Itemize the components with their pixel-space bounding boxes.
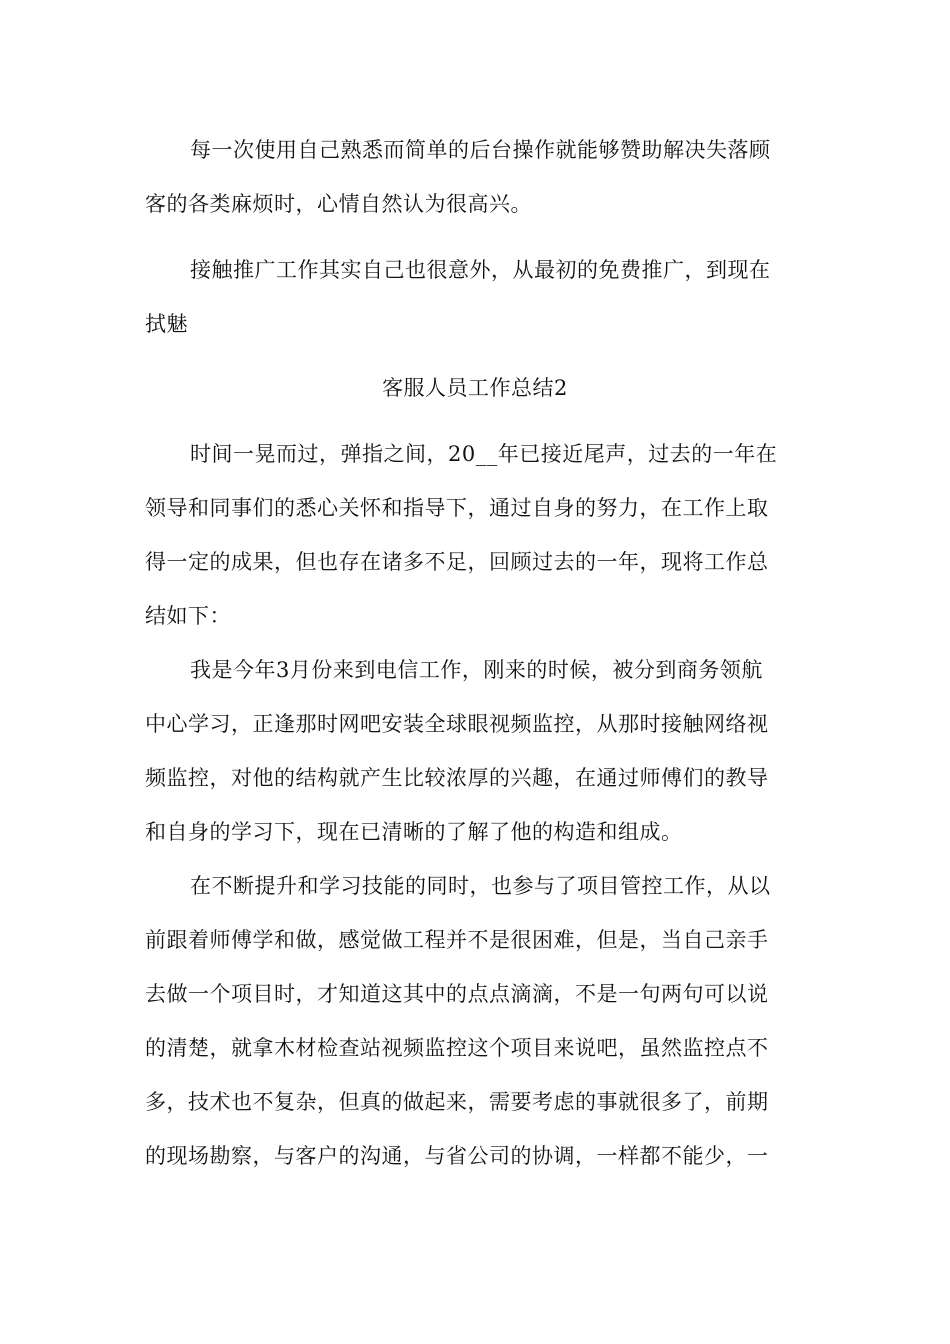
paragraph-3-line-4: 结如下： xyxy=(145,604,231,628)
paragraph-4-line-4: 和自身的学习下，现在已清晰的了解了他的构造和组成。 xyxy=(145,820,683,844)
paragraph-3-line-3: 得一定的成果，但也存在诸多不足，回顾过去的一年，现将工作总 xyxy=(145,550,769,574)
paragraph-3-line-2: 领导和同事们的悉心关怀和指导下，通过自身的努力，在工作上取 xyxy=(145,496,769,520)
paragraph-3-line-1: 时间一晃而过，弹指之间，20__年已接近尾声，过去的一年在 xyxy=(190,442,778,466)
paragraph-5-line-3: 去做一个项目时，才知道这其中的点点滴滴，不是一句两句可以说 xyxy=(145,982,769,1006)
paragraph-4-line-3: 频监控，对他的结构就产生比较浓厚的兴趣，在通过师傅们的教导 xyxy=(145,766,769,790)
paragraph-4-line-2: 中心学习，正逢那时网吧安装全球眼视频监控，从那时接触网络视 xyxy=(145,712,769,736)
paragraph-5-line-6: 的现场勘察，与客户的沟通，与省公司的协调，一样都不能少，一 xyxy=(145,1144,769,1168)
paragraph-5-line-1: 在不断提升和学习技能的同时，也参与了项目管控工作，从以 xyxy=(190,874,771,898)
paragraph-2-line-2: 拭魅 xyxy=(145,312,188,336)
paragraph-4-line-1: 我是今年3月份来到电信工作，刚来的时候，被分到商务领航 xyxy=(190,658,763,682)
paragraph-1-line-2: 客的各类麻烦时，心情自然认为很高兴。 xyxy=(145,192,532,216)
paragraph-5-line-2: 前跟着师傅学和做，感觉做工程并不是很困难，但是，当自己亲手 xyxy=(145,928,769,952)
section-title: 客服人员工作总结2 xyxy=(382,376,568,400)
paragraph-5-line-5: 多，技术也不复杂，但真的做起来，需要考虑的事就很多了，前期 xyxy=(145,1090,769,1114)
paragraph-1-line-1: 每一次使用自己熟悉而简单的后台操作就能够赞助解决失落顾 xyxy=(190,138,771,162)
paragraph-2-line-1: 接触推广工作其实自己也很意外，从最初的免费推广，到现在 xyxy=(190,258,771,282)
paragraph-5-line-4: 的清楚，就拿木材检查站视频监控这个项目来说吧，虽然监控点不 xyxy=(145,1036,769,1060)
